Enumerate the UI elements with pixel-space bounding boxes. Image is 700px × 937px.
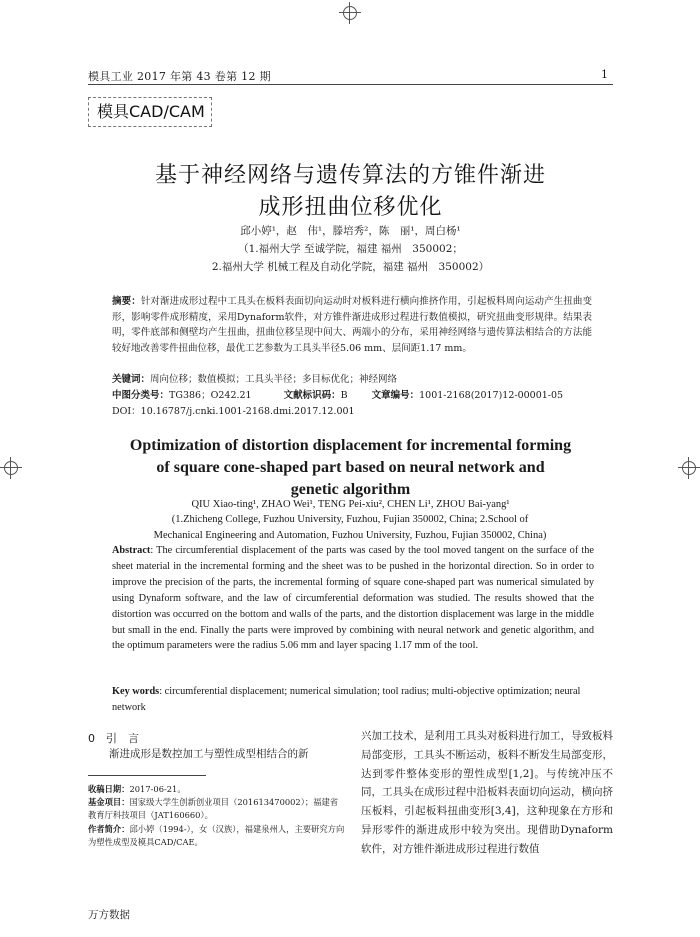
english-title [88,435,613,501]
author-bio-label: 作者简介： [88,823,130,834]
doc-code-label: 文献标识码： [283,390,341,401]
chinese-title-line-1: 基于神经网络与遗传算法的方锥件渐进 [154,163,546,188]
chinese-affiliations [88,240,613,276]
footnote-fund [88,796,346,822]
chinese-title [88,160,613,224]
author-bio-text: 邱小婷（1994-），女（汉族），福建泉州人，主要研究方向为塑性成型及模具CAD/CAE。 [88,823,345,847]
classification-line [112,388,592,404]
english-title-line-3: genetic algorithm [290,481,411,498]
registration-mark-top [339,2,361,24]
english-abstract-text: : The circumferential displacement of the parts was cased by the tool moved tangent on the surface of the sheet material in the incremental forming and the sheet was to be pushed in the horizontal direction. So in order to improve the precision of the parts, the incremental forming of square cone-shaped part was numerical simulated by using Dynaform software, and the law of circumferential deformation was studied. The results showed that the distortion was occurred on the bottom and walls of the parts, and the distortion displacement was large in the middle but small in the end. Finally the parts were improved by combining with neural network and genetic algorithm, and the optimum parameters were the radius 5.06 mm and layer spacing 1.17 mm of the tool. [112,545,594,652]
chinese-abstract-label: 摘要： [112,296,141,307]
english-keywords-label: Key words [112,686,160,697]
chinese-abstract [112,294,592,356]
footnote-received [88,783,346,796]
column-tag: 模具CAD/CAM [88,97,212,127]
page-number: 1 [601,68,608,81]
clc-label: 中图分类号： [112,390,170,401]
english-authors: QIU Xiao-ting¹, ZHAO Wei¹, TENG Pei-xiu², CHEN Li¹, ZHOU Bai-yang¹ [191,499,510,510]
chinese-keywords [112,372,592,388]
doi-value: 10.16787/j.cnki.1001-2168.dmi.2017.12.001 [140,406,355,417]
clc-value: TG386；O242.21 [169,390,252,401]
english-title-line-2: of square cone-shaped part based on neural network and [156,459,545,476]
english-title-line-1: Optimization of distortion displacement for incremental forming [129,437,572,454]
running-head: 模具工业 2017 年第 43 卷第 12 期 [88,70,271,83]
chinese-keywords-text: 周向位移；数值模拟；工具头半径；多目标优化；神经网络 [150,374,398,385]
received-date: 2017-06-21。 [129,784,186,794]
article-number-value: 1001-2168(2017)12-00001-05 [419,390,564,401]
registration-mark-left [0,457,22,479]
chinese-title-line-2: 成形扭曲位移优化 [258,195,443,220]
chinese-authors: 邱小婷¹，赵 伟¹，滕培秀²，陈 丽¹，周白杨¹ [240,225,461,237]
doc-code-value: B [340,390,348,401]
chinese-abstract-text: 针对渐进成形过程中工具头在板料表面切向运动时对板料进行横向推挤作用，引起板料周向运动产生扭曲变形，影响零件成形精度，采用Dynaform软件，对方锥件渐进成形过程进行数值模拟，研究扭曲变形规律。结果表明，零件底部和侧壁均产生扭曲，扭曲位移呈现中间大、两端小的分布，采用神经网络与遗传算法相结合的方法能较好地改善零件扭曲位移，最优工艺参数为工具头半径5.06 mm、层间距1.17 mm。 [112,296,592,354]
wanfang-brand: 万方数据 [88,909,130,921]
registration-mark-right [678,457,700,479]
english-abstract [112,543,594,654]
article-number-label: 文章编号： [371,390,420,401]
chinese-keywords-label: 关键词： [112,374,151,385]
english-affiliation-line-2: Mechanical Engineering and Automation, Fuzhou University, Fuzhou, Fujian 350002, China) [153,530,547,541]
english-affiliation-line-1: (1.Zhicheng College, Fuzhou University, Fuzhou, Fujian 350002, China; 2.School of [171,514,529,525]
english-keywords-text: : circumferential displacement; numerical simulation; tool radius; multi-objective optimization; neural network [112,686,581,713]
section-heading-introduction: 0 引 言 [88,732,139,745]
header-rule [88,84,613,85]
chinese-affiliation-line-2: 2.福州大学 机械工程及自动化学院，福建 福州 350002） [211,261,490,273]
english-abstract-label: Abstract [112,545,151,556]
chinese-affiliation-line-1: （1.福州大学 至诚学院，福建 福州 350002； [238,243,463,255]
fund-label: 基金项目： [88,797,130,808]
body-right-column: 兴加工技术，是利用工具头对板料进行加工，导致板料局部变形，工具头不断运动，板料不断发生局部变形，达到零件整体变形的塑性成型[1,2]。与传统冲压不同，工具头在成形过程中沿板料表面切向运动，横向挤压板料，引起板料扭曲变形[3,4]，这种现象在方形和异形零件的渐进成形中较为突出。现借助Dynaform软件，对方锥件渐进成形过程进行数值 [361,730,613,855]
footnote-rule [88,775,206,776]
received-label: 收稿日期： [88,784,130,794]
body-left-column: 渐进成形是数控加工与塑性成型相结合的新 [109,748,309,760]
english-affiliations [100,512,600,544]
english-keywords [112,684,594,716]
doi-line [112,404,592,420]
footnote-author [88,823,346,849]
footnotes [88,783,346,849]
fund-text: 国家级大学生创新创业项目（201613470002）；福建省教育厅科技项目（JAT160660）。 [88,797,339,821]
doi-label: DOI： [112,406,141,417]
